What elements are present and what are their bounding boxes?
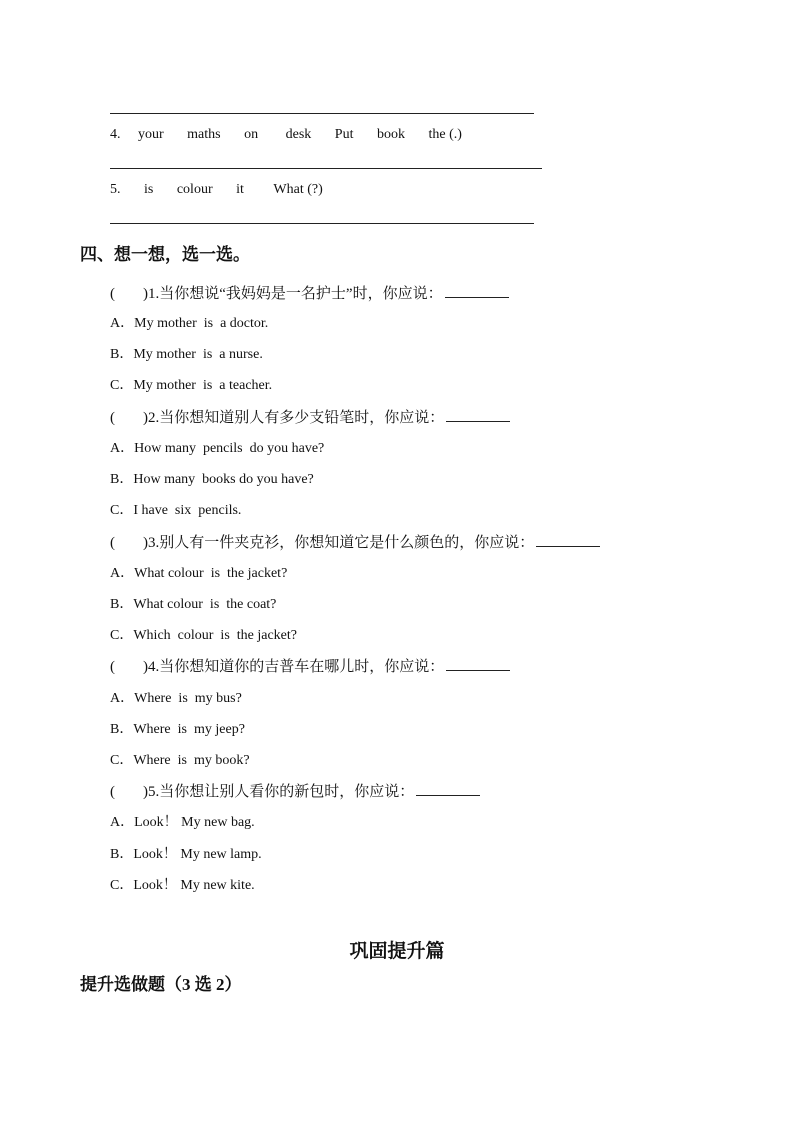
paren-open: ( — [110, 410, 115, 426]
option-c — [110, 377, 272, 395]
option-label: A． — [110, 441, 135, 456]
option-label: C． — [110, 753, 134, 768]
word: Put — [334, 127, 354, 142]
paren-open: ( — [110, 286, 115, 302]
question-text: 4.当你想知道你的吉普车在哪儿时，你应说： — [148, 659, 445, 675]
option-text: Where is my bus? — [134, 691, 242, 706]
option-text: Look！ My new kite. — [133, 878, 255, 893]
word: colour — [176, 182, 213, 197]
answer-line-4 — [110, 168, 542, 169]
section-heading: 四、想一想，选一选。 — [80, 245, 250, 264]
item-number: 4. — [110, 127, 121, 142]
question-text: 2.当你想知道别人有多少支铅笔时，你应说： — [148, 410, 445, 426]
reorder-item-5 — [110, 181, 343, 199]
option-b — [110, 346, 263, 364]
blank-line[interactable] — [445, 283, 509, 298]
option-b — [110, 846, 262, 864]
word: is — [144, 182, 154, 197]
option-text: Look！ My new lamp. — [133, 847, 262, 862]
option-b — [110, 596, 276, 614]
option-c — [110, 877, 255, 895]
word: the (.) — [428, 127, 462, 142]
option-text: How many pencils do you have? — [134, 441, 325, 456]
option-label: C． — [110, 878, 134, 893]
option-label: A． — [110, 691, 135, 706]
option-label: B． — [110, 722, 134, 737]
blank-line[interactable] — [446, 407, 510, 422]
option-label: B． — [110, 597, 134, 612]
option-label: A． — [110, 316, 135, 331]
paren-close: ) — [143, 535, 148, 551]
word: your — [138, 127, 164, 142]
answer-line-5 — [110, 223, 534, 224]
option-text: Look！ My new bag. — [134, 815, 255, 830]
option-text: My mother is a doctor. — [134, 316, 269, 331]
word: on — [244, 127, 259, 142]
option-text: Where is my book? — [133, 753, 250, 768]
paren-close: ) — [143, 410, 148, 426]
question-2 — [110, 407, 510, 428]
part-title: 巩固提升篇 — [349, 941, 445, 962]
option-text: My mother is a nurse. — [133, 347, 263, 362]
option-label: A． — [110, 815, 135, 830]
option-b — [110, 471, 314, 489]
part-subtitle: 提升选做题（3 选 2） — [80, 975, 242, 994]
question-1 — [110, 283, 509, 304]
question-5 — [110, 781, 480, 802]
item-number: 5. — [110, 182, 121, 197]
blank-line[interactable] — [536, 532, 600, 547]
reorder-item-4 — [110, 126, 482, 144]
paren-close: ) — [143, 659, 148, 675]
word: book — [376, 127, 405, 142]
question-text: 5.当你想让别人看你的新包时，你应说： — [148, 784, 415, 800]
option-b — [110, 721, 245, 739]
option-label: C． — [110, 628, 134, 643]
paren-close: ) — [143, 286, 148, 302]
option-c — [110, 752, 250, 770]
option-label: B． — [110, 472, 134, 487]
paren-open: ( — [110, 535, 115, 551]
word: What (?) — [273, 182, 323, 197]
option-text: I have six pencils. — [133, 503, 242, 518]
option-a — [110, 814, 255, 832]
paren-open: ( — [110, 784, 115, 800]
blank-line[interactable] — [416, 781, 480, 796]
option-label: A． — [110, 566, 135, 581]
word: maths — [187, 127, 221, 142]
question-text: 1.当你想说“我妈妈是一名护士”时，你应说： — [148, 286, 443, 302]
question-text: 3.别人有一件夹克衫，你想知道它是什么颜色的，你应说： — [148, 535, 535, 551]
option-text: Where is my jeep? — [133, 722, 245, 737]
word: it — [236, 182, 244, 197]
option-label: C． — [110, 503, 134, 518]
blank-line[interactable] — [446, 656, 510, 671]
option-c — [110, 502, 241, 520]
option-a — [110, 690, 242, 708]
option-a — [110, 440, 324, 458]
option-text: What colour is the jacket? — [134, 566, 288, 581]
question-4 — [110, 656, 510, 677]
option-text: Which colour is the jacket? — [133, 628, 298, 643]
paren-open: ( — [110, 659, 115, 675]
question-3 — [110, 532, 600, 553]
paren-close: ) — [143, 784, 148, 800]
word: desk — [285, 127, 312, 142]
option-c — [110, 627, 297, 645]
option-label: B． — [110, 347, 134, 362]
option-label: B． — [110, 847, 134, 862]
answer-line-3 — [110, 113, 534, 114]
option-text: How many books do you have? — [133, 472, 314, 487]
option-label: C． — [110, 378, 134, 393]
option-text: What colour is the coat? — [133, 597, 277, 612]
option-text: My mother is a teacher. — [133, 378, 273, 393]
option-a — [110, 565, 287, 583]
option-a — [110, 315, 268, 333]
